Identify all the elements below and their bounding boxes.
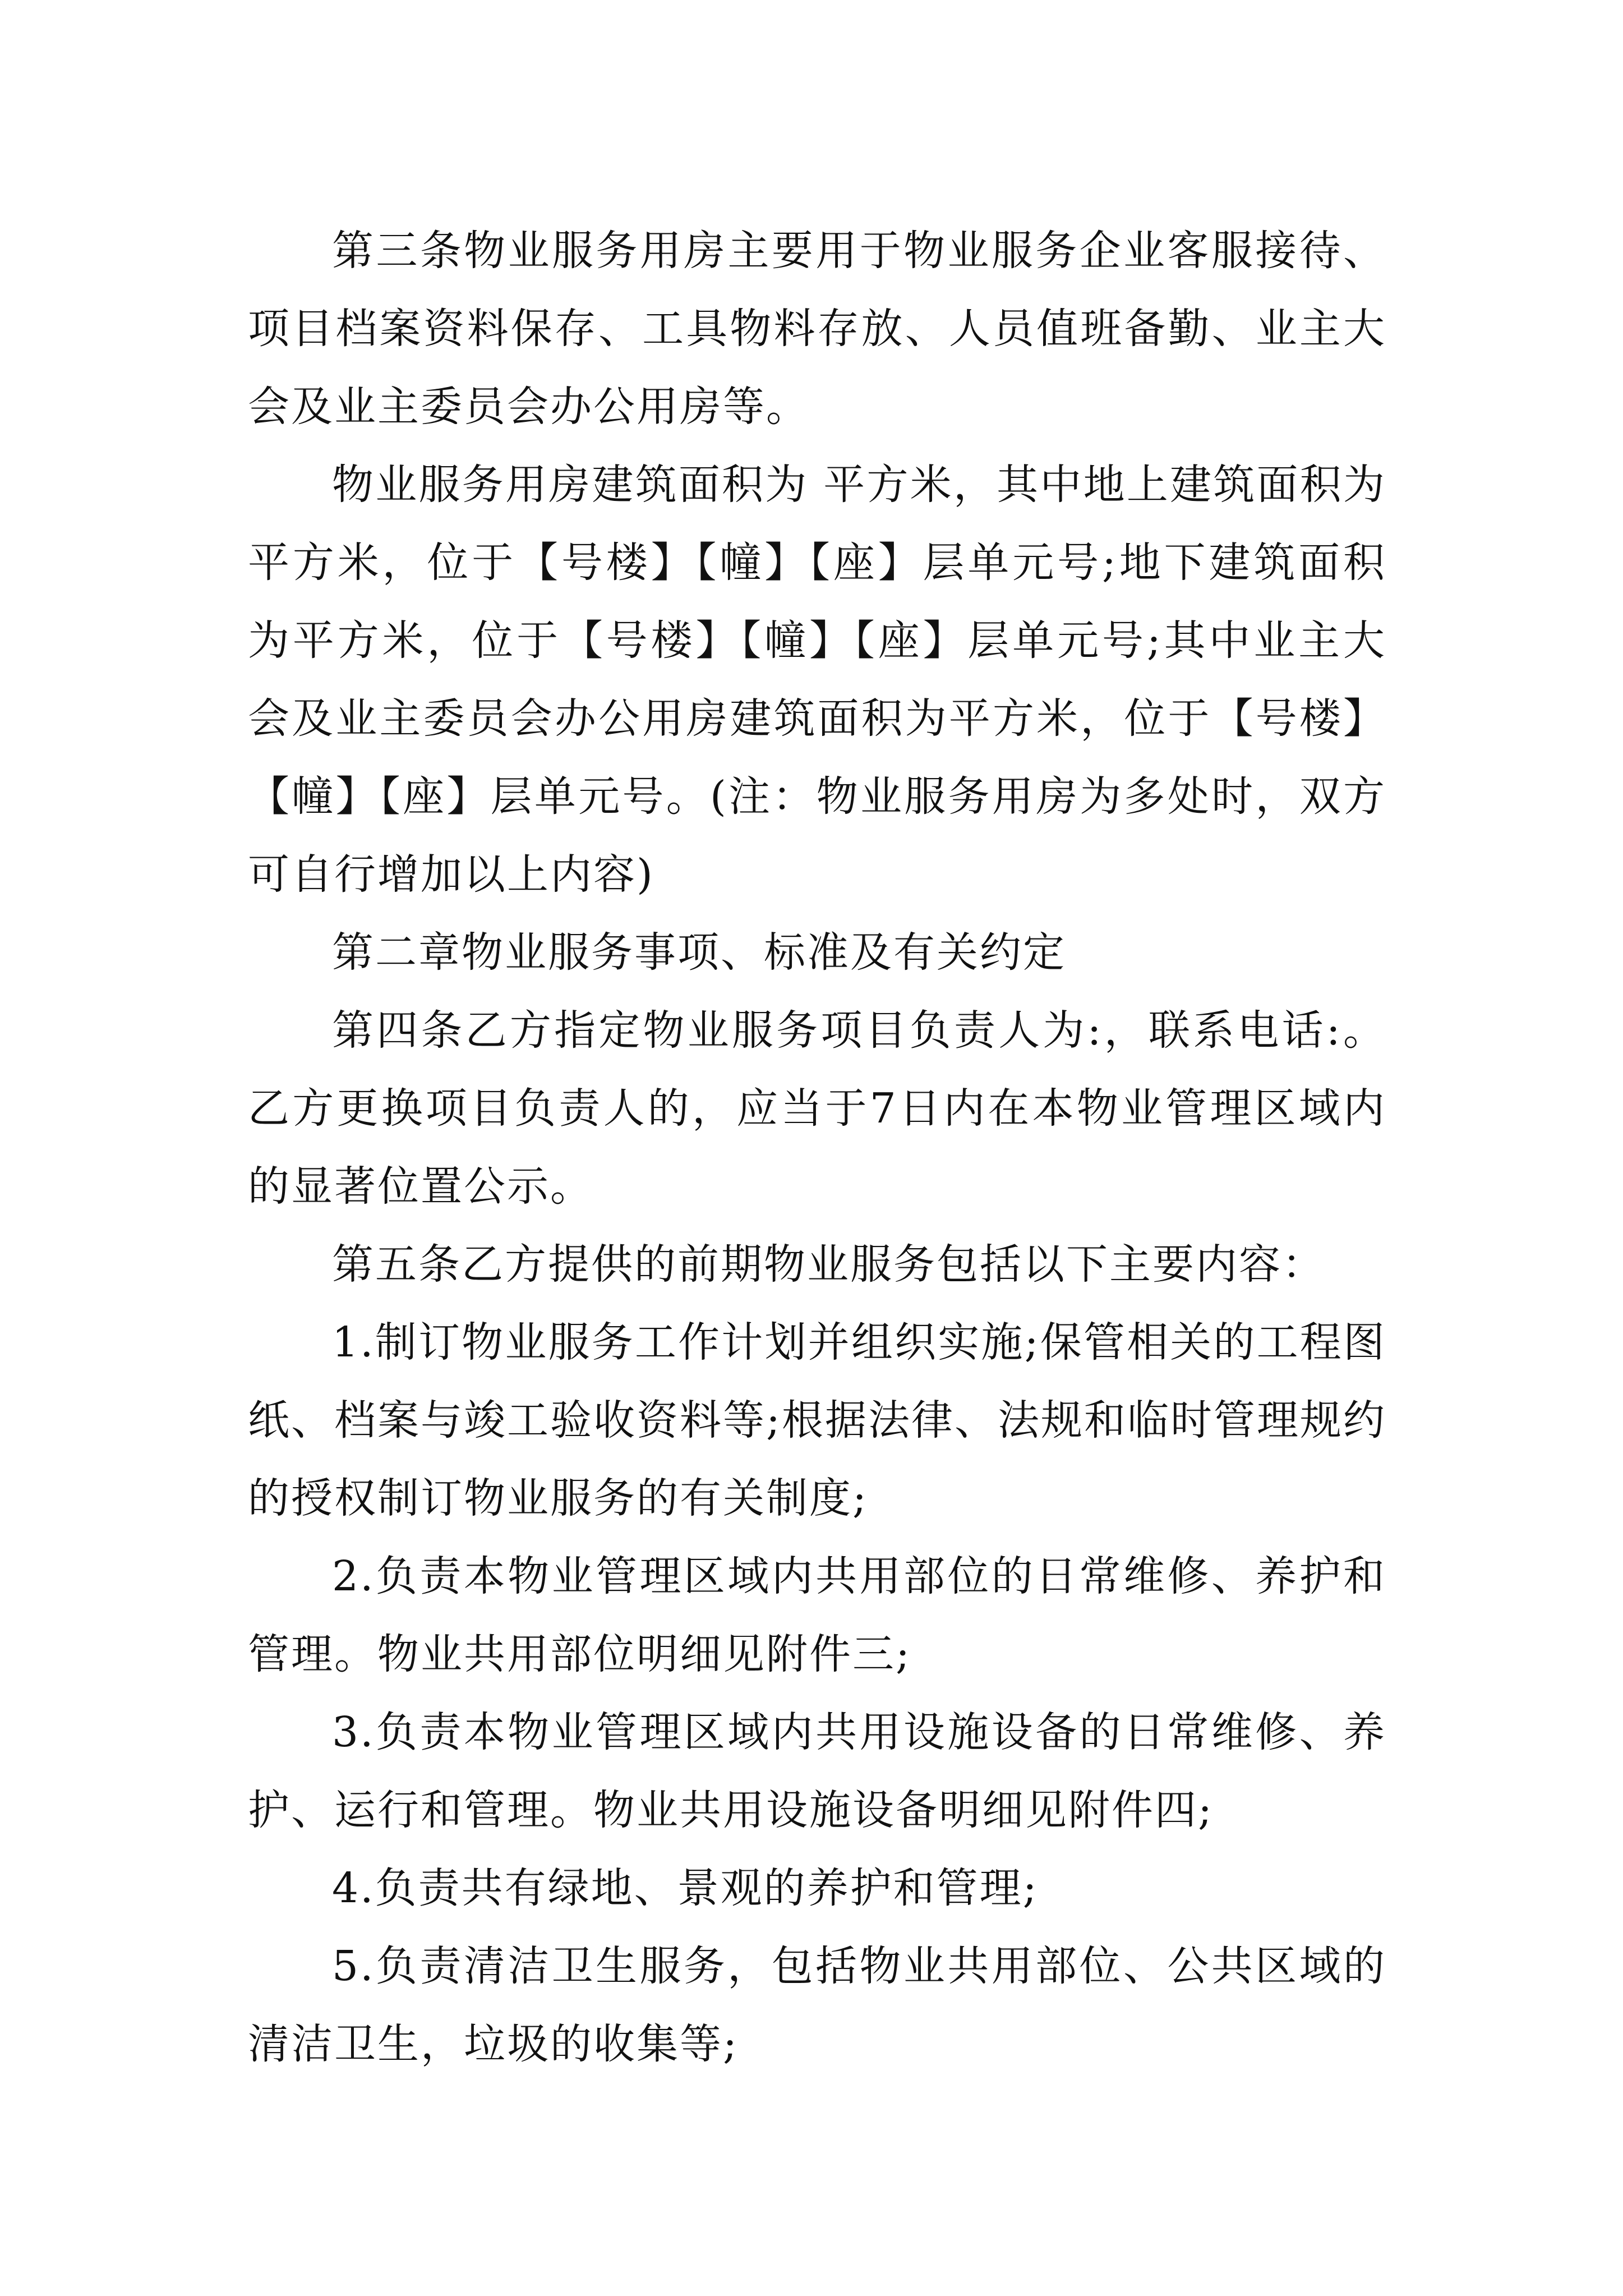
paragraph-article-4: 第四条乙方指定物业服务项目负责人为:，联系电话:。乙方更换项目负责人的，应当于7日内在本物业管理区域内的显著位置公示。: [248, 1006, 1386, 1211]
list-item-2: 2.负责本物业管理区域内共用部位的日常维修、养护和管理。物业共用部位明细见附件三;: [248, 1552, 1386, 1678]
paragraph-article-3: 第三条物业服务用房主要用于物业服务企业客服接待、项目档案资料保存、工具物料存放、人员值班备勤、业主大会及业主委员会办公用房等。: [248, 227, 1386, 431]
list-item-5: 5.负责清洁卫生服务，包括物业共用部位、公共区域的清洁卫生，垃圾的收集等;: [248, 1942, 1386, 2068]
list-item-3: 3.负责本物业管理区域内共用设施设备的日常维修、养护、运行和管理。物业共用设施设备明细见附件四;: [248, 1708, 1386, 1834]
list-item-1: 1.制订物业服务工作计划并组织实施;保管相关的工程图纸、档案与竣工验收资料等;根据法律、法规和临时管理规约的授权制订物业服务的有关制度;: [248, 1318, 1386, 1522]
paragraph-article-5: 第五条乙方提供的前期物业服务包括以下主要内容：: [332, 1240, 1325, 1289]
document-body: [248, 212, 1386, 2083]
chapter-2-heading: 第二章物业服务事项、标准及有关约定: [332, 928, 1066, 977]
paragraph-service-room-area: 物业服务用房建筑面积为 平方米，其中地上建筑面积为平方米，位于【号楼】【幢】【座】层单元号;地下建筑面积为平方米，位于【号楼】【幢】【座】层单元号;其中业主大会及业主委员会办公用房建筑面积为平方米，位于【号楼】【幢】【座】层单元号。(注：物业服务用房为多处时，双方可自行增加以上内容): [248, 461, 1386, 899]
list-item-4: 4.负责共有绿地、景观的养护和管理;: [332, 1864, 1039, 1912]
